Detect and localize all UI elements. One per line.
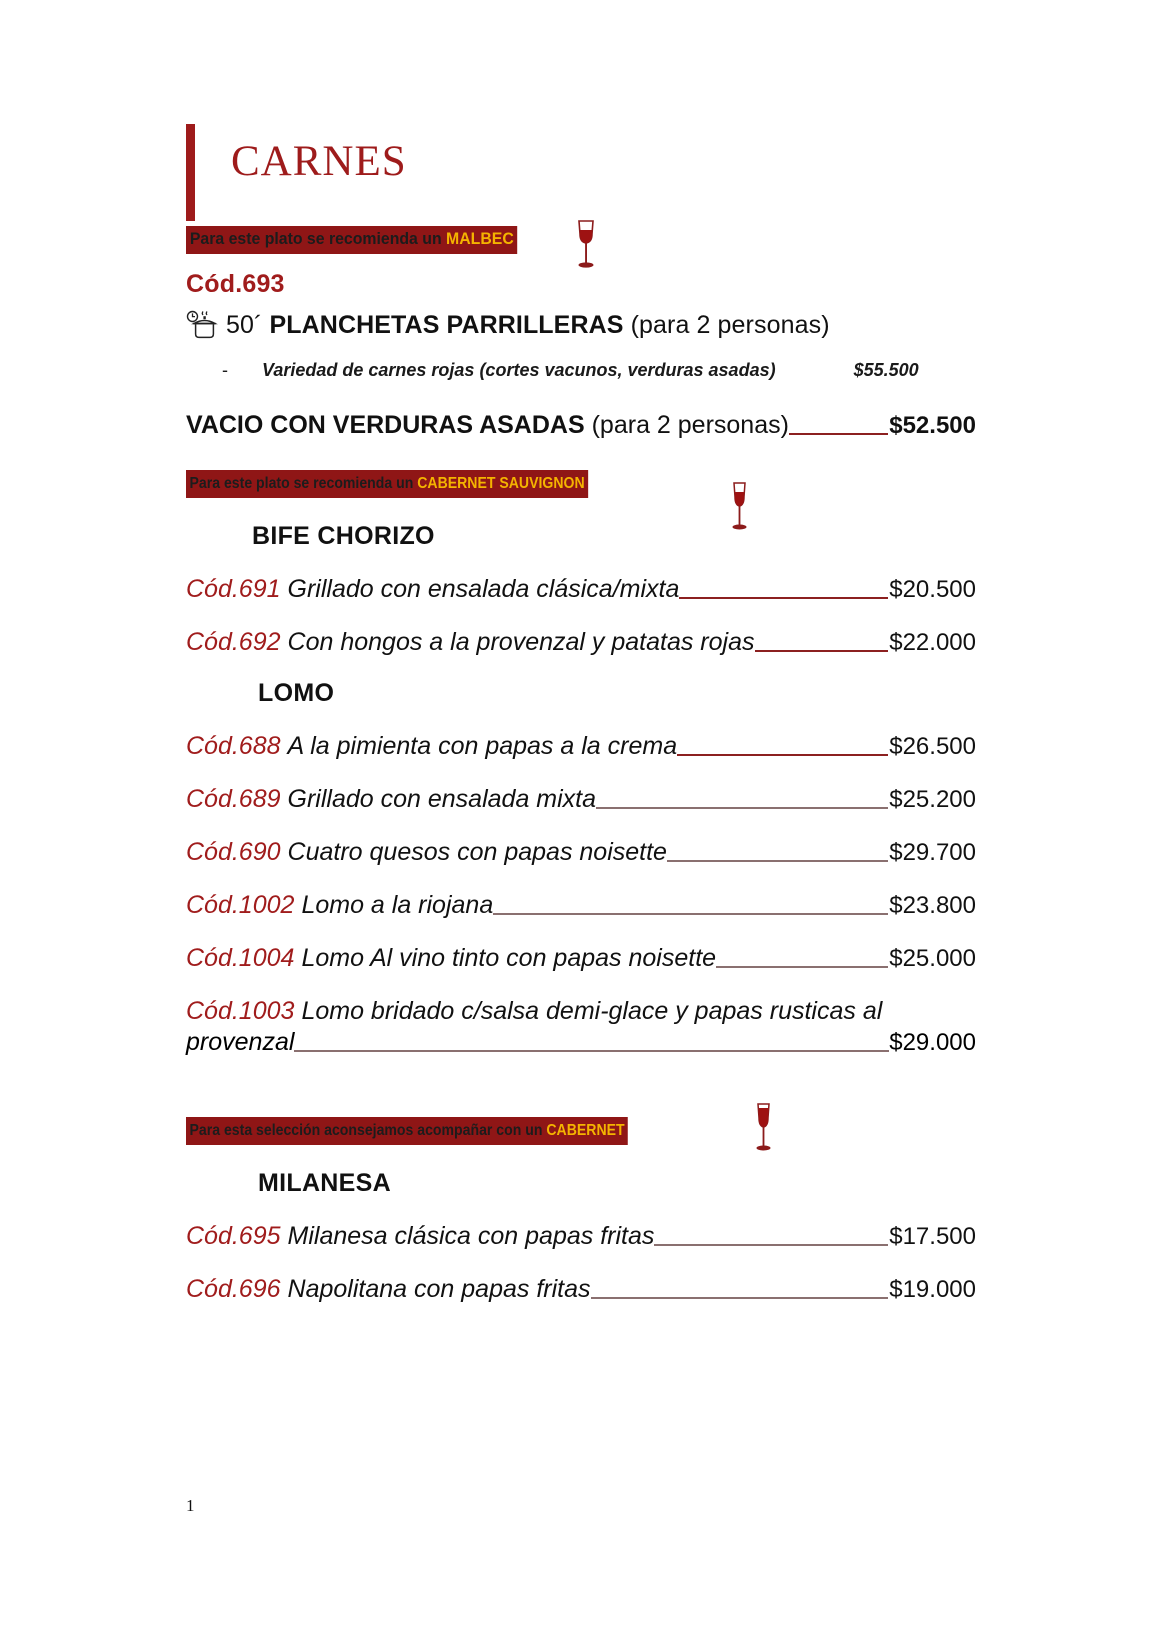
leader-line <box>679 597 888 599</box>
item-code: Cód.1003 <box>186 997 295 1025</box>
section-heading-lomo: LOMO <box>258 679 335 707</box>
page-title: carnes <box>231 121 407 189</box>
leader-line <box>755 650 889 652</box>
menu-line-item <box>186 785 976 814</box>
menu-line-item <box>186 1275 976 1304</box>
planchetas-code: Cód.693 <box>186 270 285 298</box>
item-description-line1: Lomo bridado c/salsa demi-glace y papas rusticas al <box>301 997 883 1025</box>
item-code: Cód.689 <box>186 785 281 813</box>
planchetas-heading <box>186 309 976 346</box>
planchetas-name: PLANCHETAS PARRILLERAS <box>269 311 624 339</box>
vacio-price: $52.500 <box>889 412 976 439</box>
section-spacer <box>186 1057 976 1099</box>
section-heading-bife-chorizo: BIFE CHORIZO <box>252 522 435 550</box>
menu-line-item <box>186 628 976 657</box>
banner-wine-name: CABERNET <box>546 1122 625 1139</box>
item-code: Cód.1004 <box>186 944 295 972</box>
item-code: Cód.692 <box>186 628 281 656</box>
item-price: $22.000 <box>889 629 976 656</box>
item-description: Milanesa clásica con papas fritas <box>287 1222 655 1250</box>
menu-line-item-wrapped-continuation <box>186 1028 976 1057</box>
planchetas-sub-item-text: Variedad de carnes rojas (cortes vacunos, verduras asadas) <box>262 360 776 380</box>
page-content <box>186 0 976 1304</box>
item-description: Grillado con ensalada clásica/mixta <box>287 575 680 603</box>
item-price: $23.800 <box>889 892 976 919</box>
menu-line-item <box>186 732 976 761</box>
item-description: Grillado con ensalada mixta <box>287 785 597 813</box>
menu-line-vacio <box>186 411 976 440</box>
wine-glass-icon <box>571 218 601 274</box>
bullet-dash: - <box>222 360 228 380</box>
leader-line <box>596 807 888 809</box>
leader-line <box>789 433 888 435</box>
leader-line <box>294 1050 889 1052</box>
wine-recommendation-banner-cabernet-sauvignon <box>186 470 588 498</box>
title-accent-bar <box>186 124 195 221</box>
leader-line <box>667 860 888 862</box>
banner-prefix-text: Para esta selección aconsejamos acompañar con un <box>189 1122 547 1139</box>
page-number: 1 <box>186 1496 195 1515</box>
item-description-line2: provenzal <box>186 1028 295 1056</box>
wine-glass-icon <box>724 480 754 536</box>
section-heading-milanesa: MILANESA <box>258 1169 391 1197</box>
wine-glass-icon <box>748 1101 778 1157</box>
leader-line <box>677 754 888 756</box>
item-description: Lomo Al vino tinto con papas noisette <box>301 944 717 972</box>
wine-recommendation-banner-cabernet <box>186 1117 628 1145</box>
menu-line-item <box>186 891 976 920</box>
item-price: $25.000 <box>889 945 976 972</box>
leader-line <box>654 1244 888 1246</box>
item-description: A la pimienta con papas a la crema <box>287 732 678 760</box>
planchetas-serving: (para 2 personas) <box>630 311 830 339</box>
item-code: Cód.1002 <box>186 891 295 919</box>
banner-prefix-text: Para este plato se recomienda un <box>189 475 418 492</box>
item-price: $20.500 <box>889 576 976 603</box>
planchetas-sub-item <box>222 360 976 381</box>
page-title-block <box>186 118 976 226</box>
item-description: Lomo a la riojana <box>301 891 494 919</box>
leader-line <box>591 1297 889 1299</box>
menu-line-item <box>186 575 976 604</box>
banner-wine-name: CABERNET SAUVIGNON <box>417 475 585 492</box>
banner-prefix-text: Para este plato se recomienda un <box>189 230 447 248</box>
item-code: Cód.695 <box>186 1222 281 1250</box>
item-price: $25.200 <box>889 786 976 813</box>
item-code: Cód.696 <box>186 1275 281 1303</box>
item-description: Napolitana con papas fritas <box>287 1275 591 1303</box>
item-price: $29.000 <box>889 1029 976 1056</box>
menu-line-item-wrapped <box>186 997 976 1026</box>
item-price: $26.500 <box>889 733 976 760</box>
item-code: Cód.690 <box>186 838 281 866</box>
item-code: Cód.688 <box>186 732 281 760</box>
menu-line-item <box>186 838 976 867</box>
leader-line <box>716 966 888 968</box>
planchetas-time: 50´ <box>226 311 263 339</box>
cooking-pot-timer-icon <box>186 309 218 346</box>
item-code: Cód.691 <box>186 575 281 603</box>
item-price: $29.700 <box>889 839 976 866</box>
planchetas-sub-item-price: $55.500 <box>853 360 919 380</box>
wine-recommendation-row-cabernet <box>186 1117 976 1147</box>
menu-line-item <box>186 1222 976 1251</box>
vacio-name: VACIO CON VERDURAS ASADAS <box>186 411 585 439</box>
item-price: $19.000 <box>889 1276 976 1303</box>
wine-recommendation-row-cabernet-sauvignon <box>186 470 976 500</box>
vacio-serving: (para 2 personas) <box>591 411 789 439</box>
banner-wine-name: MALBEC <box>446 230 514 248</box>
wine-recommendation-banner-malbec <box>186 226 518 254</box>
item-description: Con hongos a la provenzal y patatas rojas <box>287 628 755 656</box>
wine-recommendation-row-malbec <box>186 226 976 256</box>
item-price: $17.500 <box>889 1223 976 1250</box>
leader-line <box>493 913 888 915</box>
item-description: Cuatro quesos con papas noisette <box>287 838 667 866</box>
menu-line-item <box>186 944 976 973</box>
